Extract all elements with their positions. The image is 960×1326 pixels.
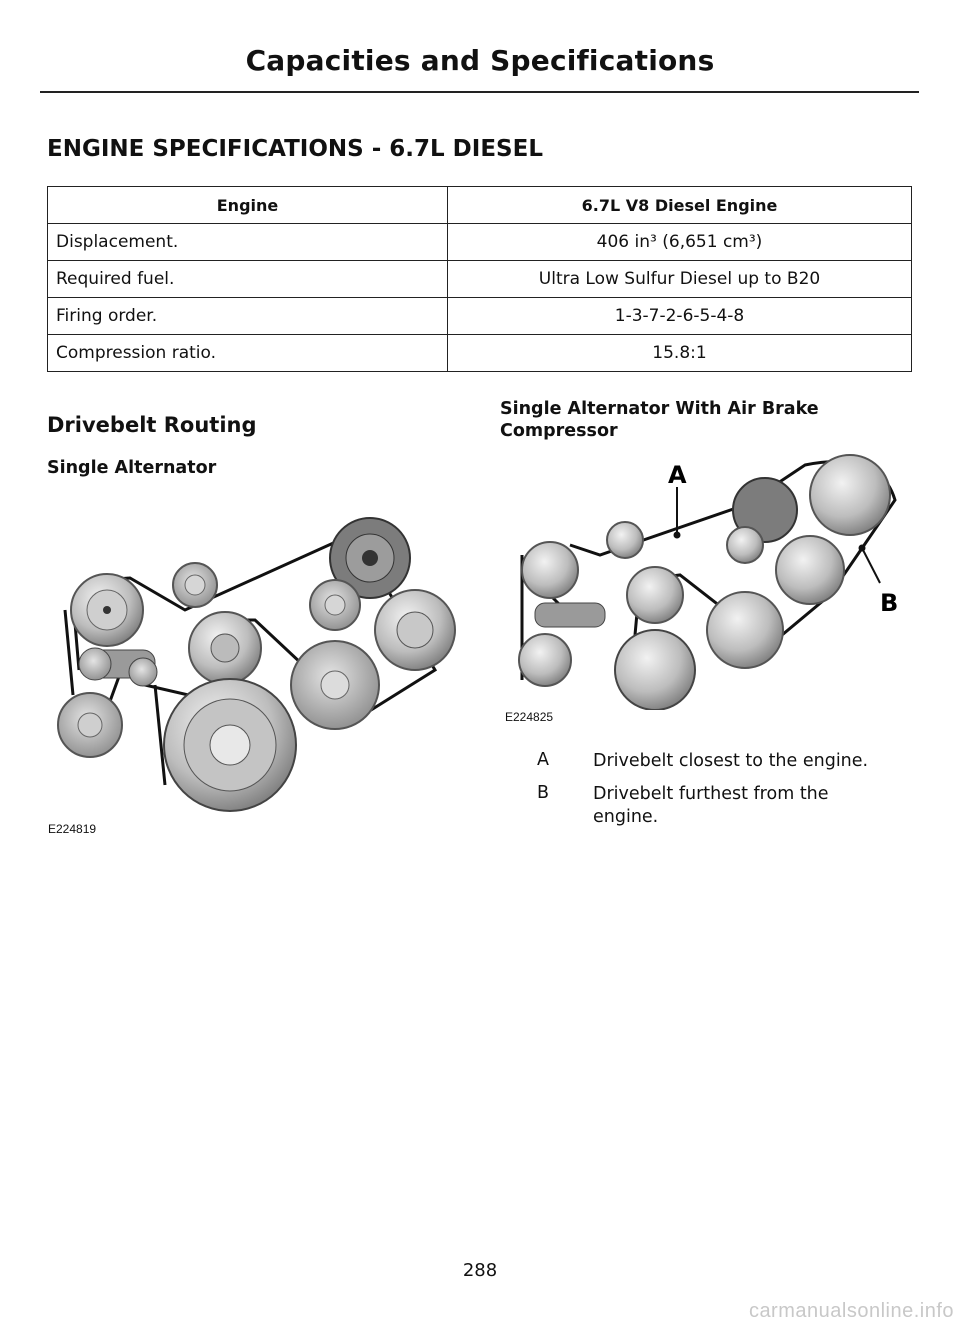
air-brake-title: Single Alternator With Air Brake Compressor — [500, 399, 819, 441]
table-cell: Compression ratio. — [48, 335, 448, 372]
air-brake-belt-diagram — [500, 445, 910, 710]
table-row — [48, 335, 912, 372]
figure-code: E224819 — [48, 822, 97, 836]
pulley-top-left — [71, 574, 143, 646]
table-row — [48, 298, 912, 335]
tensioner-arm — [535, 603, 605, 627]
crankshaft-damper — [164, 679, 296, 811]
figure-code: E224825 — [505, 710, 554, 724]
table-header-cell: 6.7L V8 Diesel Engine — [448, 187, 912, 224]
section-title: ENGINE SPECIFICATIONS - 6.7L DIESEL — [47, 136, 543, 162]
page-header-title: Capacities and Specifications — [245, 44, 715, 77]
pulley-bottom-left — [519, 634, 571, 686]
legend-key-b: B — [537, 783, 550, 803]
idler-pulley-top — [607, 522, 643, 558]
single-alternator-title: Single Alternator — [47, 458, 217, 478]
drivebelt-routing-heading: Drivebelt Routing — [47, 413, 257, 437]
table-cell: 1-3-7-2-6-5-4-8 — [448, 298, 912, 335]
idler-pulley-right — [310, 580, 360, 630]
single-alternator-belt-diagram — [45, 500, 470, 840]
engine-spec-table — [47, 186, 912, 372]
legend-text-a: Drivebelt closest to the engine. — [593, 751, 869, 771]
pulley-left — [522, 542, 578, 598]
idler-pulley-small — [173, 563, 217, 607]
table-row — [48, 224, 912, 261]
table-header-cell: Engine — [48, 187, 448, 224]
table-cell: Required fuel. — [48, 261, 448, 298]
water-pump-pulley — [627, 567, 683, 623]
header-divider — [40, 91, 919, 93]
legend-key-a: A — [537, 750, 549, 770]
fan-pulley — [375, 590, 455, 670]
table-cell: 406 in³ (6,651 cm³) — [448, 224, 912, 261]
water-pump-pulley — [189, 612, 261, 684]
fan-pulley — [776, 536, 844, 604]
callout-b-label: B — [880, 589, 899, 617]
watermark: carmanualsonline.info — [748, 1300, 954, 1322]
table-row — [48, 261, 912, 298]
air-brake-compressor-pulley — [810, 455, 890, 535]
ac-compressor-pulley — [291, 641, 379, 729]
table-header-row — [48, 187, 912, 224]
pulley-bottom-left — [58, 693, 122, 757]
crankshaft-damper — [615, 630, 695, 710]
legend-text-b: Drivebelt furthest from the engine. — [593, 784, 829, 827]
callout-b-leader — [862, 548, 880, 583]
ac-compressor-pulley — [707, 592, 783, 668]
page-number: 288 — [462, 1260, 498, 1281]
idler-pulley-right — [727, 527, 763, 563]
callout-a-point — [674, 532, 681, 539]
callout-a-label: A — [668, 461, 687, 489]
table-cell: Displacement. — [48, 224, 448, 261]
callout-b-point — [859, 545, 866, 552]
table-cell: Firing order. — [48, 298, 448, 335]
table-cell: 15.8:1 — [448, 335, 912, 372]
table-cell: Ultra Low Sulfur Diesel up to B20 — [448, 261, 912, 298]
